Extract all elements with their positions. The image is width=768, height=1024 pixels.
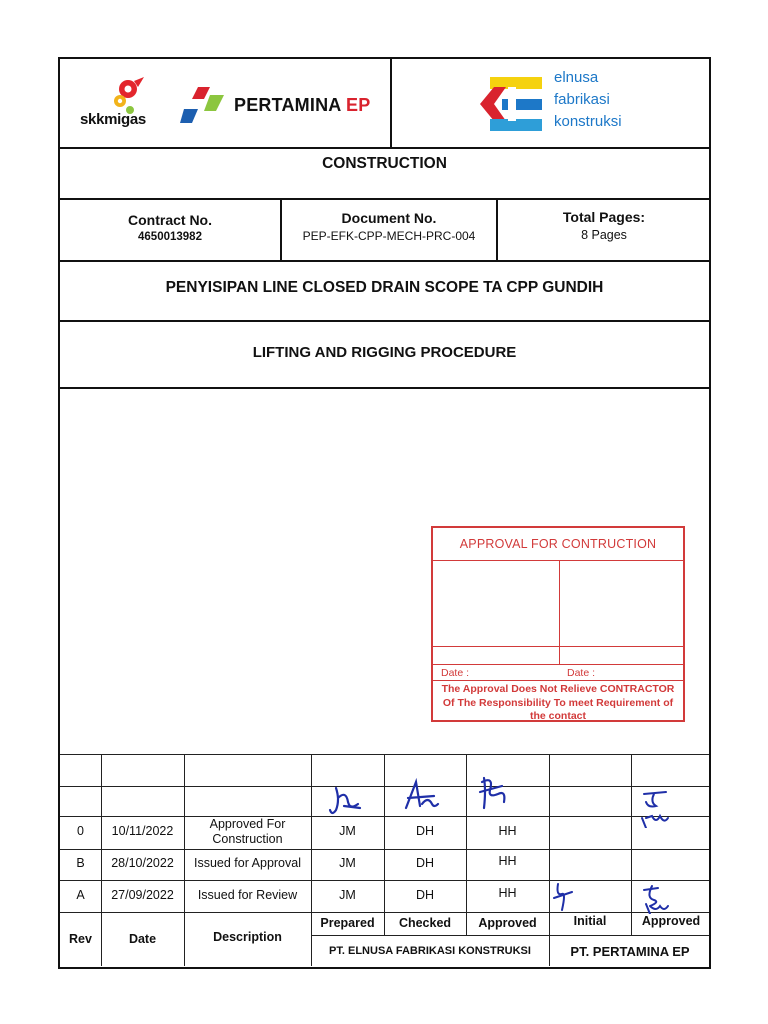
header-divider (390, 59, 392, 147)
rev-0-approved: HH (498, 824, 517, 838)
header-rev: Rev (69, 931, 92, 946)
document-title: LIFTING AND RIGGING PROCEDURE (252, 344, 517, 361)
pertamina-logo (180, 85, 380, 125)
header-initial: Initial (573, 914, 607, 928)
pertamina-label: PERTAMINA EP (234, 95, 371, 115)
elnusa-line-1: elnusa (554, 69, 599, 86)
rev-b-rev: B (76, 856, 85, 870)
header-checked: Checked (398, 916, 452, 930)
rev-a-approved: HH (498, 886, 517, 900)
rev-a-rev: A (76, 888, 85, 902)
rev-b-prepared: JM (339, 856, 356, 870)
skkmigas-label: skkmigas (80, 111, 146, 128)
contract-number: 4650013982 (138, 231, 202, 243)
footer-client: PT. PERTAMINA EP (570, 943, 690, 959)
signature-initial-icon (552, 882, 582, 914)
pages-block (498, 209, 710, 242)
elnusa-line-2: fabrikasi (554, 91, 610, 108)
rev-a-description: Issued for Review (197, 888, 298, 902)
rev-b-description: Issued for Approval (193, 856, 301, 870)
rev-b-date: 28/10/2022 (111, 856, 174, 870)
rev-a-checked: DH (415, 888, 435, 902)
rev-0-prepared: JM (339, 824, 356, 838)
stamp-title: APPROVAL FOR CONTRUCTION (459, 537, 657, 551)
rev-b-checked: DH (415, 856, 435, 870)
header-approved: Approved (478, 916, 537, 930)
signature-prepared-icon (326, 780, 366, 820)
elnusa-logo (480, 65, 680, 145)
stamp-date-left: Date : (441, 667, 470, 679)
section-title: CONSTRUCTION (322, 155, 447, 172)
elnusa-line-3: konstruksi (554, 113, 622, 130)
header-description: Description (213, 929, 282, 944)
skkmigas-logo (80, 75, 180, 135)
pages-value: 8 Pages (581, 228, 627, 242)
rev-a-prepared: JM (339, 888, 356, 902)
document-number: PEP-EFK-CPP-MECH-PRC-004 (302, 229, 476, 243)
header-prepared: Prepared (320, 916, 375, 930)
header-pep-approved: Approved (641, 914, 701, 928)
rev-0-rev: 0 (77, 824, 84, 838)
signature-pep-a-icon (640, 882, 674, 914)
rev-b-approved: HH (498, 854, 517, 868)
approval-stamp (431, 526, 685, 722)
signature-pep-0-icon (638, 788, 678, 828)
footer-contractor: PT. ELNUSA FABRIKASI KONSTRUKSI (329, 944, 531, 957)
rev-0-checked: DH (415, 824, 435, 838)
document-block (282, 210, 496, 243)
signature-approved-icon (476, 772, 512, 812)
signature-checked-icon (400, 778, 440, 814)
stamp-date-right: Date : (567, 667, 596, 679)
contract-label: Contract No. (128, 212, 212, 228)
contract-block (60, 212, 280, 243)
rev-0-description: Approved For Construction (209, 816, 286, 846)
stamp-note: The Approval Does Not Relieve CONTRACTOR Of The Responsibility To meet Requirement of the contact (441, 683, 675, 722)
project-title: PENYISIPAN LINE CLOSED DRAIN SCOPE TA CPP GUNDIH (165, 279, 604, 296)
header-date: Date (128, 931, 157, 946)
rev-a-date: 27/09/2022 (111, 888, 174, 902)
pages-label: Total Pages: (562, 209, 646, 225)
rev-0-date: 10/11/2022 (111, 824, 174, 838)
document-label: Document No. (341, 210, 437, 226)
